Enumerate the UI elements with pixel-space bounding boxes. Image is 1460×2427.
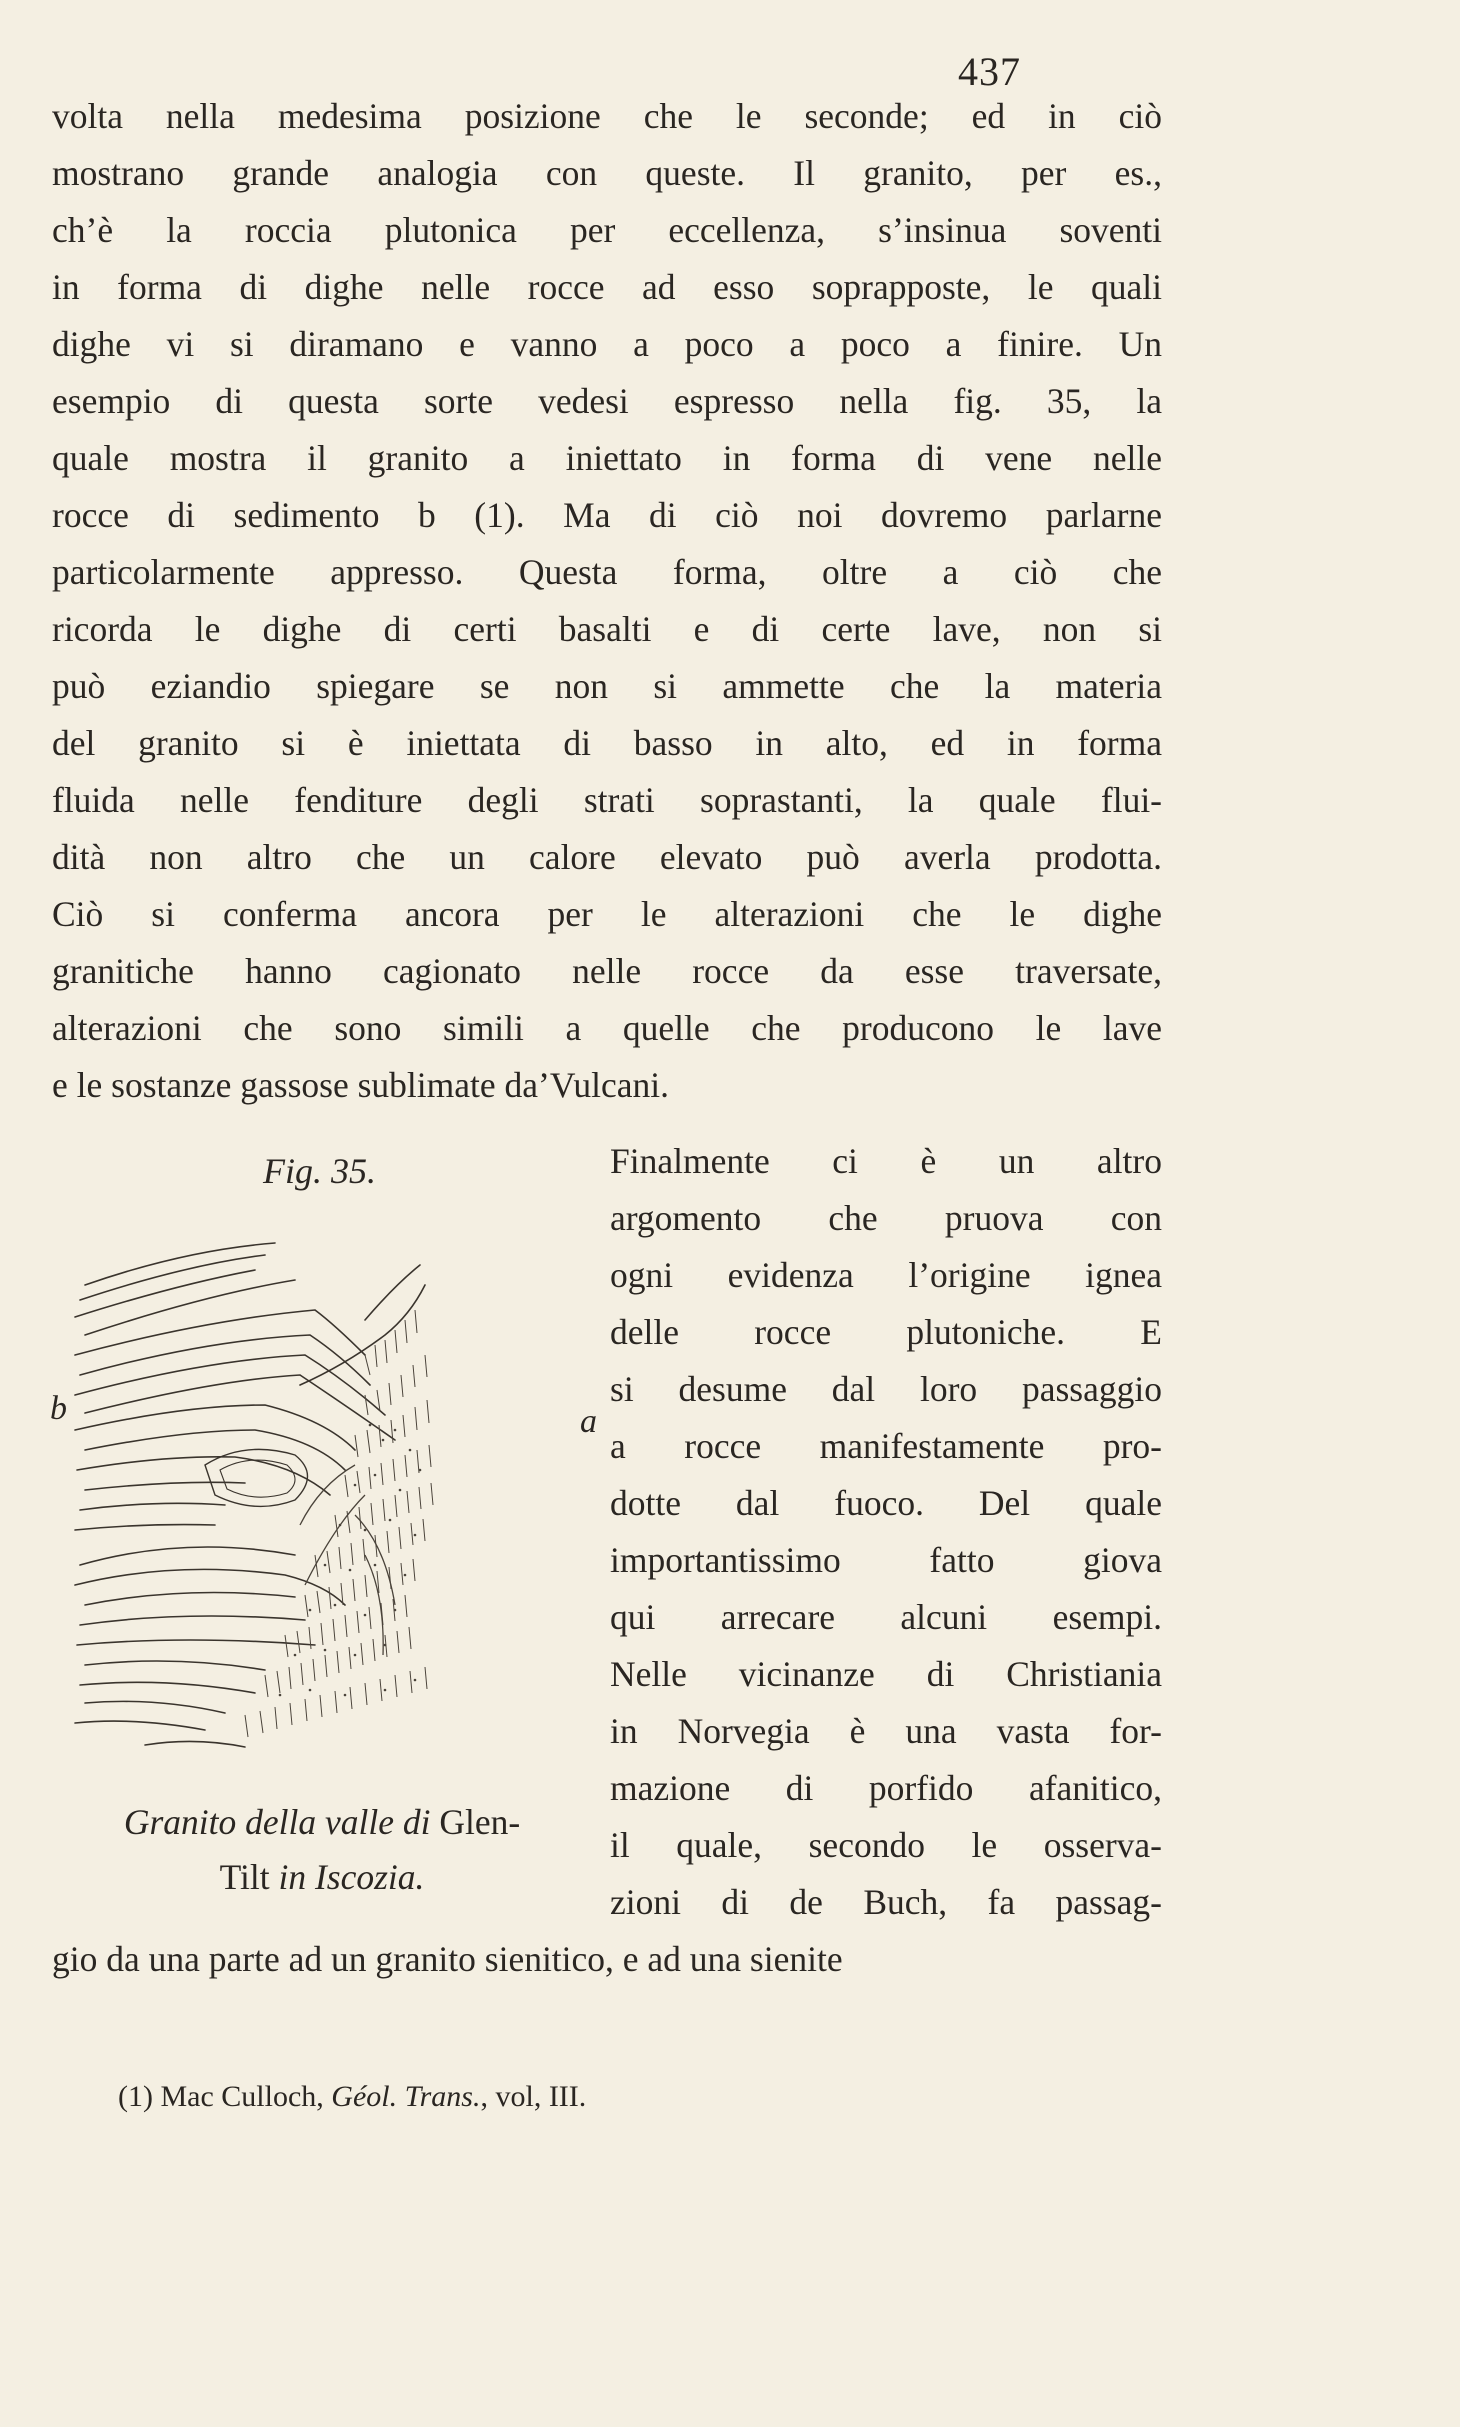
body-line: fluida nelle fenditure degli strati soprastanti, la quale flui- — [52, 780, 1162, 820]
right-column-line: delle rocce plutoniche. E — [610, 1312, 1162, 1352]
body-line: volta nella medesima posizione che le seconde; ed in ciò — [52, 96, 1162, 136]
engraving-drawing — [65, 1225, 585, 1765]
body-line: quale mostra il granito a iniettato in forma di vene nelle — [52, 438, 1162, 478]
caption-italic-part: in Iscozia. — [278, 1857, 425, 1897]
body-line: alterazioni che sono simili a quelle che producono le lave — [52, 1008, 1162, 1048]
footnote-prefix: (1) Mac Culloch, — [118, 2080, 332, 2113]
right-column-line: il quale, secondo le osserva- — [610, 1825, 1162, 1865]
granite-vein-engraving — [50, 1225, 597, 1765]
right-column-line: argomento che pruova con — [610, 1198, 1162, 1238]
body-line: e le sostanze gassose sublimate da’Vulcani. — [52, 1065, 669, 1105]
figure-caption-line-2 — [52, 1850, 592, 1905]
body-line: ricorda le dighe di certi basalti e di certe lave, non si — [52, 609, 1162, 649]
right-column-line: Finalmente ci è un altro — [610, 1141, 1162, 1181]
right-column-line: Nelle vicinanze di Christiania — [610, 1654, 1162, 1694]
right-column-line: qui arrecare alcuni esempi. — [610, 1597, 1162, 1637]
body-line: rocce di sedimento b (1). Ma di ciò noi dovremo parlarne — [52, 495, 1162, 535]
figure-letter-b: b — [50, 1390, 67, 1427]
right-column-line: importantissimo fatto giova — [610, 1540, 1162, 1580]
body-line: in forma di dighe nelle rocce ad esso soprapposte, le quali — [52, 267, 1162, 307]
body-line: dità non altro che un calore elevato può averla prodotta. — [52, 837, 1162, 877]
continuation-line: gio da una parte ad un granito sienitico, e ad una sienite — [52, 1939, 843, 1979]
page-number: 437 — [958, 49, 1021, 94]
right-column-line: si desume dal loro passaggio — [610, 1369, 1162, 1409]
body-line: granitiche hanno cagionato nelle rocce da esse traversate, — [52, 951, 1162, 991]
body-line: ch’è la roccia plutonica per eccellenza, s’insinua soventi — [52, 210, 1162, 250]
footnote-suffix: , vol, III. — [480, 2080, 587, 2113]
figure-label: Fig. 35. — [263, 1151, 376, 1191]
body-line: del granito si è iniettata di basso in alto, ed in forma — [52, 723, 1162, 763]
right-column-line: in Norvegia è una vasta for- — [610, 1711, 1162, 1751]
right-column-line: zioni di de Buch, fa passag- — [610, 1882, 1162, 1922]
body-line: esempio di questa sorte vedesi espresso nella fig. 35, la — [52, 381, 1162, 421]
caption-italic-part: Granito della valle di — [123, 1802, 431, 1842]
right-column-line: a rocce manifestamente pro- — [610, 1426, 1162, 1466]
figure-caption-line-1 — [52, 1795, 592, 1850]
body-line: Ciò si conferma ancora per le alterazioni che le dighe — [52, 894, 1162, 934]
caption-roman-part: Tilt — [219, 1857, 279, 1897]
right-column-line: mazione di porfido afanitico, — [610, 1768, 1162, 1808]
body-line: dighe vi si diramano e vanno a poco a poco a finire. Un — [52, 324, 1162, 364]
right-column-line: dotte dal fuoco. Del quale — [610, 1483, 1162, 1523]
right-column-line: ogni evidenza l’origine ignea — [610, 1255, 1162, 1295]
body-line: particolarmente appresso. Questa forma, oltre a ciò che — [52, 552, 1162, 592]
body-line: può eziandio spiegare se non si ammette che la materia — [52, 666, 1162, 706]
footnote — [118, 2080, 586, 2114]
footnote-italic: Géol. Trans. — [331, 2080, 481, 2113]
caption-roman-part: Glen- — [430, 1802, 521, 1842]
body-line: mostrano grande analogia con queste. Il granito, per es., — [52, 153, 1162, 193]
figure-letter-a: a — [580, 1403, 597, 1440]
